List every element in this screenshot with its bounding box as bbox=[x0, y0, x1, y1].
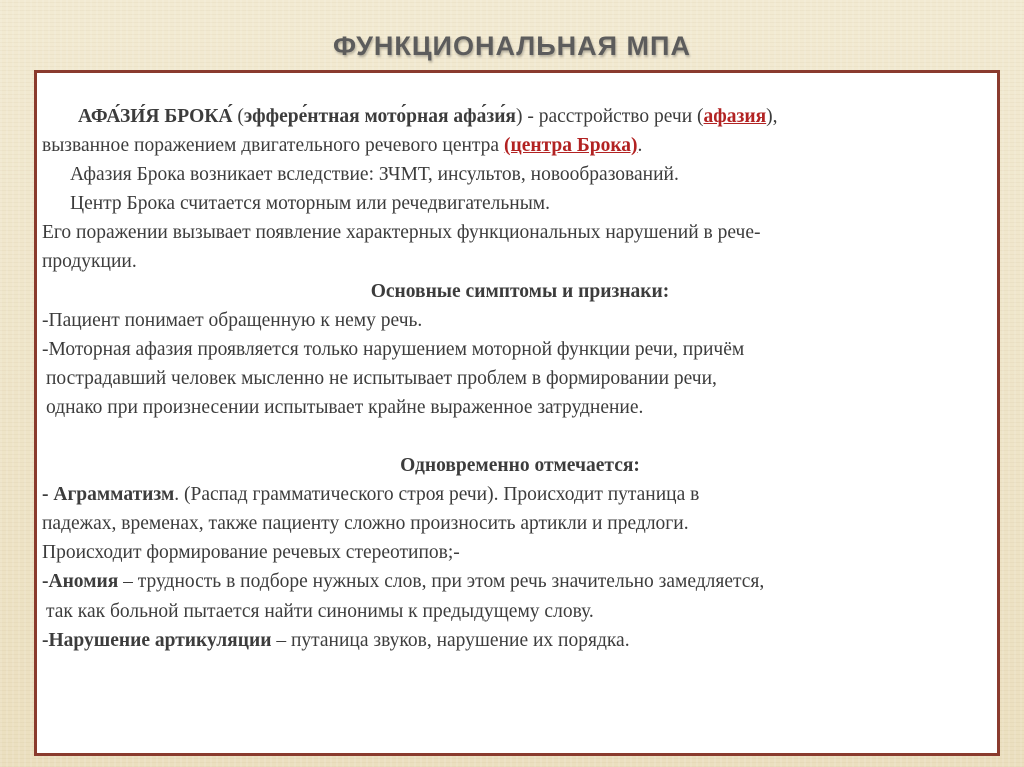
text-segment: вызванное поражением двигательного речевого центра bbox=[42, 135, 504, 157]
agrammatism-item-cont: падежах, временах, также пациенту сложно произносить артикли и предлоги. bbox=[42, 513, 689, 535]
spacer bbox=[42, 422, 998, 451]
term-broca-aphasia: АФА́ЗИ́Я БРОКА́ bbox=[78, 106, 233, 127]
center-type-line: Центр Брока считается моторным или речедвигательным. bbox=[70, 193, 551, 215]
anomia-item bbox=[42, 567, 998, 596]
causes-line: Афазия Брока возникает вследствие: ЗЧМТ, инсультов, новообразований. bbox=[70, 164, 679, 186]
symptom-item-comprehension: -Пациент понимает обращенную к нему речь. bbox=[42, 309, 423, 331]
text-segment: ), bbox=[766, 106, 778, 127]
broca-center-link[interactable]: (центра Брока) bbox=[503, 135, 638, 157]
articulation-item bbox=[42, 626, 998, 655]
term-articulation-disorder: -Нарушение артикуляции bbox=[42, 629, 272, 651]
definition-line-2 bbox=[42, 131, 998, 160]
anomia-item-cont: так как больной пытается найти синонимы к предыдущему слову. bbox=[46, 600, 594, 622]
term-agrammatism: - Аграмматизм bbox=[42, 484, 175, 506]
symptom-item-motor-cont-2: однако при произнесении испытывает крайне выраженное затруднение. bbox=[46, 396, 644, 418]
aphasia-link[interactable]: афазия bbox=[703, 106, 767, 127]
text-segment: . bbox=[637, 135, 643, 157]
text-segment: – трудность в подборе нужных слов, при этом речь значительно замедляется, bbox=[118, 571, 765, 593]
symptom-item-motor: -Моторная афазия проявляется только нарушением моторной функции речи, причём bbox=[42, 338, 745, 360]
text-segment: – путаница звуков, нарушение их порядка. bbox=[271, 629, 630, 651]
slide-body bbox=[42, 102, 998, 655]
text-segment: ) - расстройство речи ( bbox=[515, 106, 704, 127]
lesion-line-cont: продукции. bbox=[42, 251, 137, 273]
definition-line bbox=[42, 102, 998, 131]
concurrent-heading: Одновременно отмечается: bbox=[400, 455, 640, 477]
stereotypes-line: Происходит формирование речевых стереотипов;- bbox=[42, 542, 460, 564]
symptom-item-motor-cont: пострадавший человек мысленно не испытывает проблем в формировании речи, bbox=[46, 367, 717, 389]
term-anomia: -Аномия bbox=[42, 571, 119, 593]
text-segment: ( bbox=[232, 106, 244, 127]
symptoms-heading: Основные симптомы и признаки: bbox=[370, 280, 670, 302]
agrammatism-item bbox=[42, 480, 998, 509]
term-efferent-motor-aphasia: эффере́нтная мото́рная афа́зи́я bbox=[243, 106, 516, 127]
slide-title: ФУНКЦИОНАЛЬНАЯ МПА bbox=[333, 31, 691, 61]
lesion-line: Его поражении вызывает появление характерных функциональных нарушений в рече- bbox=[42, 222, 761, 244]
text-segment: . (Распад грамматического строя речи). Происходит путаница в bbox=[174, 484, 700, 506]
